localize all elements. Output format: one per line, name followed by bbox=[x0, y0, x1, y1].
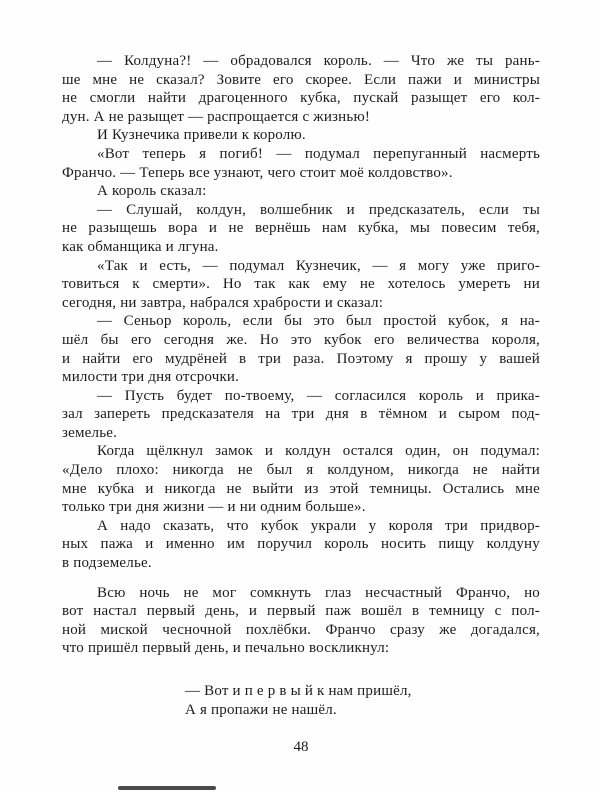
scan-artifact bbox=[118, 786, 216, 790]
text-line: шёл бы его сегодня же. Но это кубок его величества короля, bbox=[62, 331, 540, 348]
paragraph bbox=[62, 517, 540, 573]
text-line: ной миской чесночной похлёбки. Франчо сразу же догадался, bbox=[62, 621, 540, 638]
text-line: дун. А не разыщет — распрощается с жизнью! bbox=[62, 108, 371, 125]
text-line: что пришёл первый день, и печально воскликнул: bbox=[62, 640, 390, 657]
text-line: не разыщешь вора и не вернёшь нам кубка, мы повесим тебя, bbox=[62, 220, 540, 237]
page-number: 48 bbox=[293, 739, 309, 755]
paragraph bbox=[62, 52, 540, 126]
text-line: — Слушай, колдун, волшебник и предсказатель, если ты bbox=[97, 201, 540, 218]
text-line: И Кузнечика привели к королю. bbox=[97, 127, 306, 144]
text-line: как обманщика и лгуна. bbox=[62, 238, 219, 255]
verse-line: А я пропажи не нашёл. bbox=[185, 702, 337, 718]
text-line: не смогли найти драгоценного кубка, пускай разыщет его кол- bbox=[62, 90, 540, 107]
text-line: Франчо. — Теперь все узнают, чего стоит моё колдовство». bbox=[62, 164, 453, 181]
paragraph bbox=[62, 126, 540, 145]
text-line: «Дело плохо: никогда не был я колдуном, никогда не найти bbox=[62, 462, 540, 479]
verse-block bbox=[185, 682, 540, 720]
text-line: — Пусть будет по-твоему, — согласился король и прика- bbox=[97, 387, 540, 404]
text-line: вот настал первый день, и первый паж вошёл в темницу с пол- bbox=[62, 603, 540, 620]
text-line: Всю ночь не мог сомкнуть глаз несчастный Франчо, но bbox=[97, 584, 540, 601]
text-line: — Колдуна?! — обрадовался король. — Что же ты рань- bbox=[97, 53, 540, 69]
text-block bbox=[62, 52, 540, 658]
text-line: и найти его мудрёней в три раза. Поэтому я прошу у вашей bbox=[62, 350, 540, 367]
text-line: милости три дня отсрочки. bbox=[62, 369, 240, 386]
paragraph bbox=[62, 257, 540, 313]
text-line: зал запереть предсказателя на три дня в тёмном и сыром под- bbox=[62, 406, 540, 423]
verse-line: — Вот и п е р в ы й к нам пришёл, bbox=[185, 683, 412, 699]
text-line: «Вот теперь я погиб! — подумал перепуганный насмерть bbox=[97, 145, 540, 162]
text-line: А король сказал: bbox=[97, 183, 207, 200]
text-line: ше мне не сказал? Зовите его скорее. Если пажи и министры bbox=[62, 71, 540, 88]
text-line: — Сеньор король, если бы это был простой кубок, я на- bbox=[97, 313, 540, 330]
text-line: сегодня, ни завтра, набрался храбрости и сказал: bbox=[62, 294, 384, 311]
text-line: А надо сказать, что кубок украли у короля три придвор- bbox=[97, 517, 540, 534]
text-line: только три дня жизни — и ни одним больше». bbox=[62, 499, 366, 516]
text-line: в подземелье. bbox=[62, 555, 152, 572]
text-line: «Так и есть, — подумал Кузнечик, — я могу уже приго- bbox=[97, 257, 540, 274]
text-line: Когда щёлкнул замок и колдун остался один, он подумал: bbox=[97, 443, 540, 460]
paragraph bbox=[62, 182, 540, 201]
text-line: мне кубка и никогда не выйти из этой темницы. Остались мне bbox=[62, 480, 540, 497]
paragraph bbox=[62, 442, 540, 516]
paragraph bbox=[62, 387, 540, 443]
paragraph bbox=[62, 312, 540, 386]
text-line: земелье. bbox=[62, 424, 118, 441]
text-line: товиться к смерти». Но так как ему не хотелось умереть ни bbox=[62, 276, 540, 293]
paragraph bbox=[62, 145, 540, 182]
text-line: ных пажа и именно им поручил король носить пищу колдуну bbox=[62, 536, 540, 553]
paragraph bbox=[62, 584, 540, 658]
paragraph bbox=[62, 201, 540, 257]
